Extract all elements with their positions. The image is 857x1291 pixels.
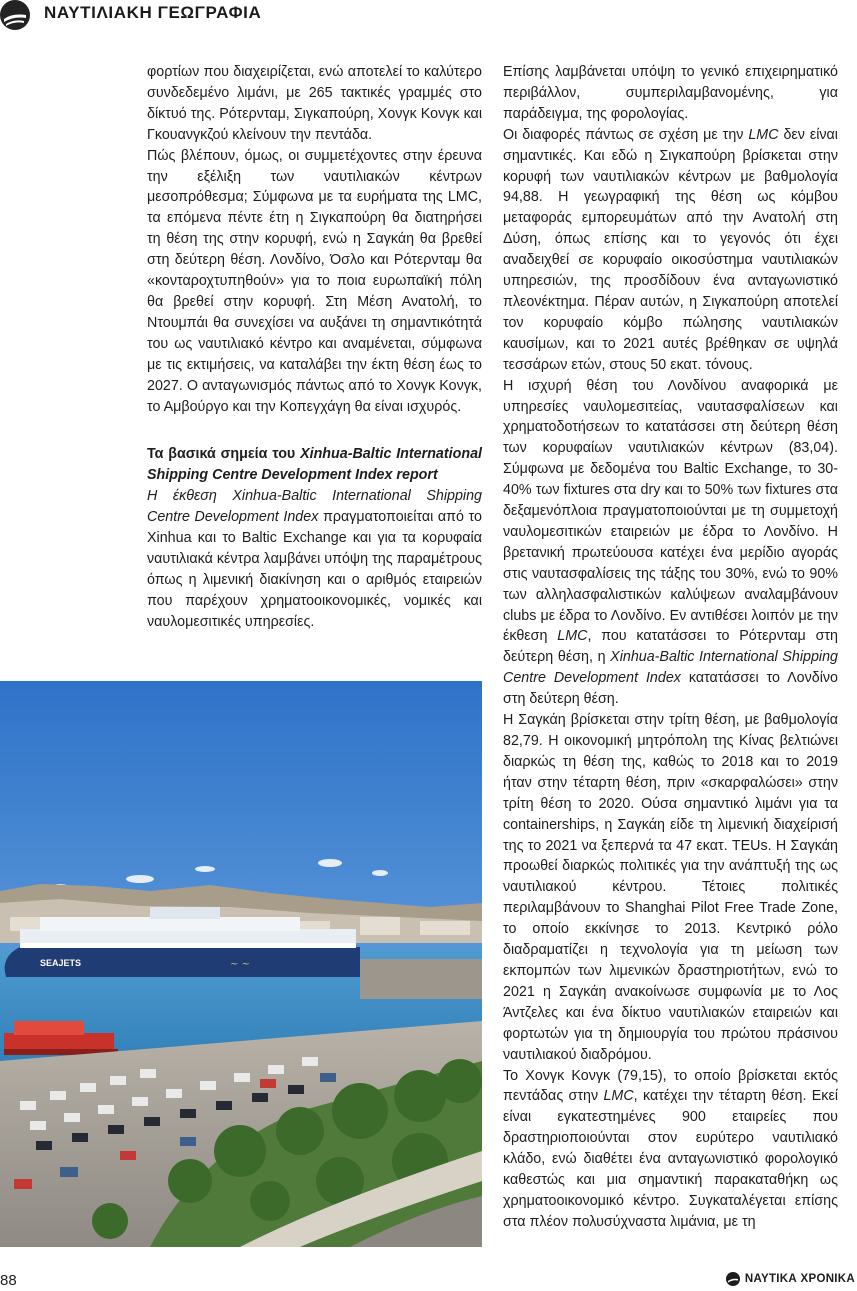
lmc-italic: LMC [557, 628, 588, 645]
magazine-logo-icon [0, 0, 30, 30]
right-paragraph-2 [503, 125, 838, 376]
right-column [503, 62, 838, 1233]
page-number: 88 [0, 1272, 17, 1289]
brand-name: ΝΑΥΤΙΚΑ ΧΡΟΝΙΚΑ [744, 1273, 855, 1285]
right-paragraph-5-a: Το Χονγκ Κονγκ (79,15), το οποίο βρίσκεται εκτός πεντάδας στην [503, 1067, 838, 1105]
right-paragraph-2-b: δεν είναι σημαντικές. Και εδώ η Σιγκαπούρη βρίσκεται στην κορυφή των ναυτιλιακών κέντρων με βαθμολογία 94,88. Η γεωγραφική της θέση ως κόμβου μεταφοράς εμπορευμάτων από την Ανατολή στη Δύση, όπως επίσης και το γεγονός ότι έχει αναδειχθεί σε κορυφαίο οικοσύστημα ναυτιλιακών υπηρεσιών, της προσδίδουν ένα ανταγωνιστικό πλεονέκτημα. Πέραν αυτών, η Σιγκαπούρη αποτελεί τον κορυφαίο κόμβο πώλησης ναυτιλιακών καυσίμων, και το 2021 αυτές βρέθηκαν σε υψηλά τεσσάρων ετών, στους 50 εκατ. τόνους. [503, 126, 838, 373]
right-paragraph-3-c: κατατάσσει το Λονδίνο στη δεύτερη θέση. [503, 670, 838, 708]
report-name-italic: Xinhua-Baltic International Shipping Centre Development Index [503, 649, 838, 687]
right-paragraph-1: Επίσης λαμβάνεται υπόψη το γενικό επιχειρηματικό περιβάλλον, συμπεριλαμβανομένης, για παράδειγμα, της φορολογίας. [503, 64, 838, 122]
right-paragraph-4: Η Σαγκάη βρίσκεται στην τρίτη θέση, με βαθμολογία 82,79. Η οικονομική μητρόπολη της Κίνας βελτιώνει διαρκώς τη θέση της, καθώς το 2018 και το 2019 ήταν στην τέταρτη θέση, πριν «σκαρφαλώσει» στην τρίτη θέση το 2020. Ούσα σημαντικό λιμάνι για τα containerships, η Σαγκάη είδε τη λιμενική διαχείρισή της το 2021 να ξεπερνά τα 47 εκατ. TEUs. Η Σαγκάη προωθεί διαρκώς πολιτικές για την ανάπτυξή της ως ναυτιλιακού κέντρου. Τέτοιες πολιτικές περιλαμβάνουν το Shanghai Pilot Free Trade Zone, το οποίο εκκίνησε το 2013. Κεντρικό ρόλο διαδραματίζει η τεχνολογία για τη μείωση των εκπομπών των λιμενικών δραστηριοτήτων, ενώ το 2021 η Σαγκάη ανακοίνωσε συμφωνία με το Λος Άντζελες και ένα δίκτυο ναυτιλιακών εταιρειών και φορτωτών για τη δημιουργία του πρώτου πράσινου ναυτιλιακού διαδρόμου. [503, 712, 838, 1063]
right-paragraph-5 [503, 1066, 838, 1233]
ship-name: SEAJETS [40, 958, 82, 968]
footer-brand [726, 1272, 855, 1286]
report-name-italic: Η έκθεση Xinhua-Baltic International Shipping Centre Development Index [147, 488, 482, 526]
left-column [147, 62, 482, 633]
left-paragraph-1: φορτίων που διαχειρίζεται, ενώ αποτελεί το καλύτερο συνδεδεμένο λιμάνι, με 265 τακτικές γραμμές στο δίκτυό της. Ρότερνταμ, Σιγκαπούρη, Χονγκ Κονγκ και Γκουανγκζού κλείνουν την πεντάδα. [147, 64, 482, 143]
left-paragraph-3 [147, 486, 482, 632]
lmc-italic: LMC [748, 126, 779, 143]
lmc-italic: LMC [603, 1088, 634, 1105]
right-paragraph-5-b: , κατέχει την τέταρτη θέση. Εκεί είναι εγκατεστημένες 900 εταιρείες που δραστηριοποιούνται στον ευρύτερο ναυτιλιακό κλάδο, ενώ διαθέτει ένα ανταγωνιστικό φορολογικό καθεστώς και μια σημαντική παρακαταθήκη ως χρηματοοικονομικό κέντρο. Συγκαταλέγεται επίσης στα πλέον πολυσύχναστα λιμάνια, με τη [503, 1088, 838, 1230]
left-paragraph-2: Πώς βλέπουν, όμως, οι συμμετέχοντες στην έρευνα την εξέλιξη των ναυτιλιακών κέντρων μεσοπρόθεσμα; Σύμφωνα με τα ευρήματα της LMC, τα επόμενα πέντε έτη η Σιγκαπούρη θα διατηρήσει τη θέση της στην κορυφή, ενώ η Σαγκάη θα βρεθεί στη δεύτερη θέση. Λονδίνο, Όσλο και Ρότερνταμ θα «κονταροχτυπηθούν» για το ποια ευρωπαϊκή πόλη θα βρεθεί στην κορυφή. Στη Μέση Ανατολή, το Ντουμπάι θα συνεχίσει να αυξάνει τη σημαντικότητά του ως ναυτιλιακό κέντρο και αναμένεται, σύμφωνα με τις εκτιμήσεις, να καταλάβει την έκτη θέση έως το 2027. Ο ανταγωνισμός πάντως από το Χονγκ Κονγκ, το Αμβούργο και την Κοπεγχάγη θα είναι ισχυρός. [147, 147, 482, 415]
right-paragraph-3-a: Η ισχυρή θέση του Λονδίνου αναφορικά με υπηρεσίες ναυλομεσιτείας, ναυτασφαλίσεων και χρηματοδοτήσεων το κατατάσσει στη δεύτερη θέση των κορυφαίων ναυτιλιακών κέντρων (83,04). Σύμφωνα με δεδομένα του Baltic Exchange, το 30-40% των fixtures στα dry και το 50% των fixtures στα δεξαμενόπλοια πραγματοποιούνται με τη συμμετοχή ναυλομεσιτικών εταιρειών με έδρα το Λονδίνο. Η βρετανική πρωτεύουσα κατέχει ένα μερίδιο αγοράς στις ναυτασφαλίσεις της τάξης του 30%, ενώ το 90% των αλληλασφαλιστικών καλύψεων αναλαμβάνουν clubs με έδρα το Λονδίνο. Εν αντιθέσει λοιπόν με την έκθεση [503, 377, 838, 645]
svg-text:~ ~: ~ ~ [230, 959, 250, 970]
right-paragraph-3 [503, 376, 838, 711]
subheading [147, 444, 482, 486]
port-photo [0, 681, 482, 1247]
subheading-report-name: Xinhua-Baltic International Shipping Centre Development Index report [147, 446, 483, 484]
port-photo-illustration [0, 681, 482, 1247]
right-paragraph-2-a: Οι διαφορές πάντως σε σχέση με την [503, 126, 749, 143]
right-paragraph-3-b: , που κατατάσσει το Ρότερνταμ στη δεύτερη θέση, η [503, 628, 839, 666]
left-paragraph-3-text: πραγματοποιείται από το Xinhua και το Baltic Exchange και για τα κορυφαία ναυτιλιακά κέντρα λαμβάνει υπόψη της παραμέτρους όπως η λιμενική διακίνηση και ο αριθμός εταιρειών που παρέχουν χρηματοοικονομικές, νομικές και ναυλομεσιτικές υπηρεσίες. [147, 509, 482, 630]
section-title: ΝΑΥΤΙΛΙΑΚΗ ΓΕΩΓΡΑΦΙΑ [44, 3, 262, 22]
brand-logo-icon [726, 1272, 740, 1286]
subheading-prefix: Τα βασικά σημεία του [147, 446, 301, 463]
